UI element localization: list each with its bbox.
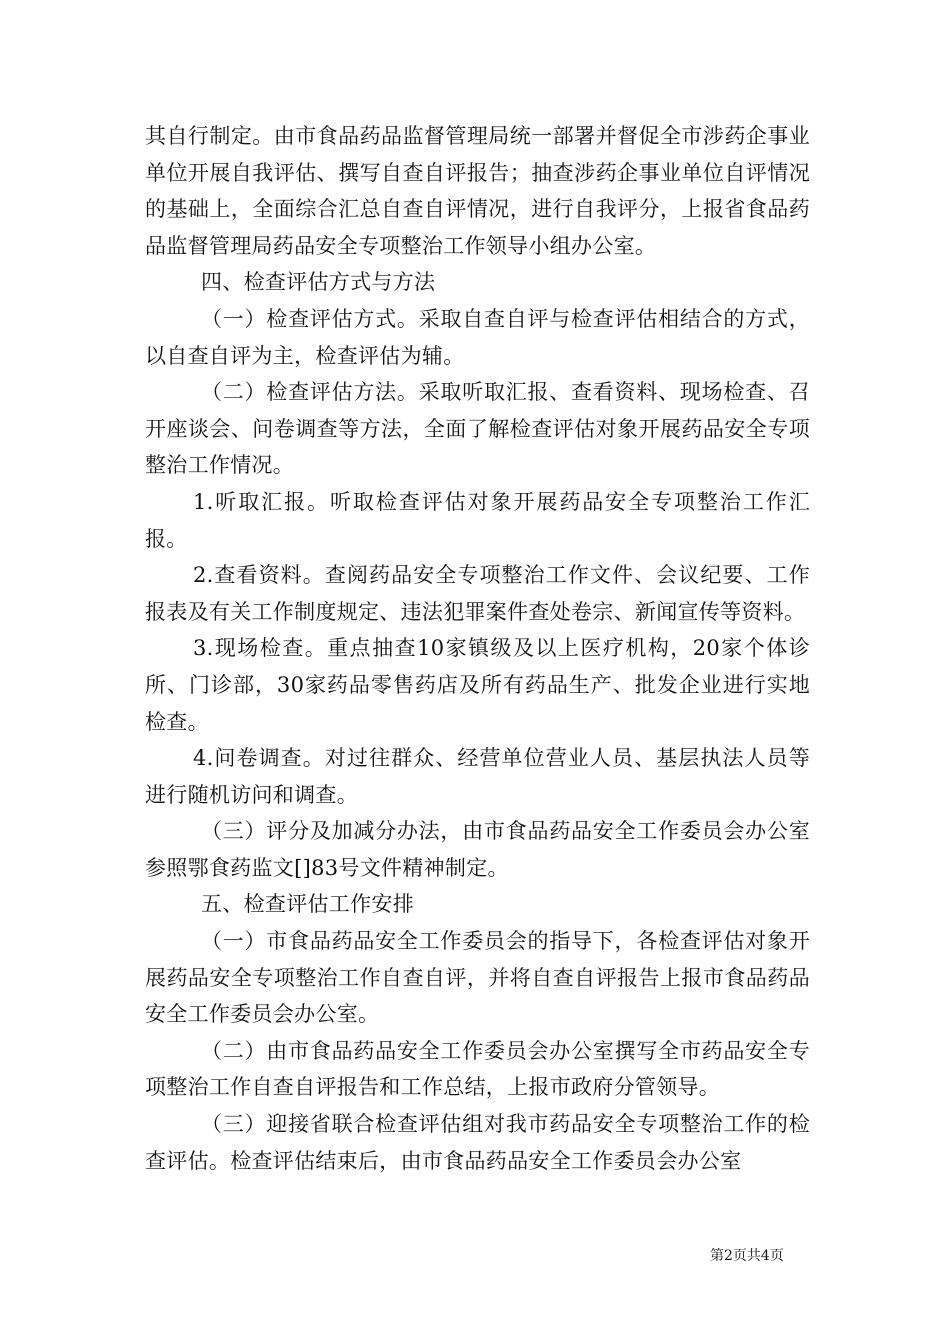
paragraph-item-1: 1.听取汇报。听取检查评估对象开展药品安全专项整治工作汇报。 (145, 489, 810, 551)
section-heading-arrangement: 五、检查评估工作安排 (201, 892, 414, 917)
paragraph-item-2: 2.查看资料。查阅药品安全专项整治工作文件、会议纪要、工作报表及有关工作制度规定、违法犯罪案件查处卷宗、新闻宣传等资料。 (145, 563, 810, 624)
paragraph-method-2: （二）检查评估方法。采取听取汇报、查看资料、现场检查、召开座谈会、问卷调查等方法，全面了解检查评估对象开展药品安全专项整治工作情况。 (145, 380, 810, 478)
document-body (145, 118, 810, 1179)
paragraph-method-3: （三）评分及加减分办法，由市食品药品安全工作委员会办公室参照鄂食药监文[]83号文件精神制定。 (145, 819, 810, 880)
paragraph-method-1: （一）检查评估方式。采取自查自评与检查评估相结合的方式，以自查自评为主，检查评估为辅。 (145, 306, 810, 368)
paragraph-arrangement-2: （二）由市食品药品安全工作委员会办公室撰写全市药品安全专项整治工作自查自评报告和工作总结，上报市政府分管领导。 (145, 1038, 810, 1100)
paragraph-continuation: 其自行制定。由市食品药品监督管理局统一部署并督促全市涉药企事业单位开展自我评估、撰写自查自评报告；抽查涉药企事业单位自评情况的基础上，全面综合汇总自查自评情况，进行自我评分，上报省食品药品监督管理局药品安全专项整治工作领导小组办公室。 (145, 124, 810, 258)
paragraph-arrangement-3: （三）迎接省联合检查评估组对我市药品安全专项整治工作的检查评估。检查评估结束后，由市食品药品安全工作委员会办公室 (145, 1112, 810, 1173)
paragraph-arrangement-1: （一）市食品药品安全工作委员会的指导下，各检查评估对象开展药品安全专项整治工作自查自评，并将自查自评报告上报市食品药品安全工作委员会办公室。 (145, 929, 810, 1027)
paragraph-item-3: 3.现场检查。重点抽查10家镇级及以上医疗机构，20家个体诊所、门诊部，30家药品零售药店及所有药品生产、批发企业进行实地检查。 (145, 636, 810, 734)
section-heading-methods: 四、检查评估方式与方法 (201, 270, 436, 295)
page-number: 第2页共4页 (710, 1248, 784, 1264)
paragraph-item-4: 4.问卷调查。对过往群众、经营单位营业人员、基层执法人员等进行随机访问和调查。 (145, 746, 810, 807)
